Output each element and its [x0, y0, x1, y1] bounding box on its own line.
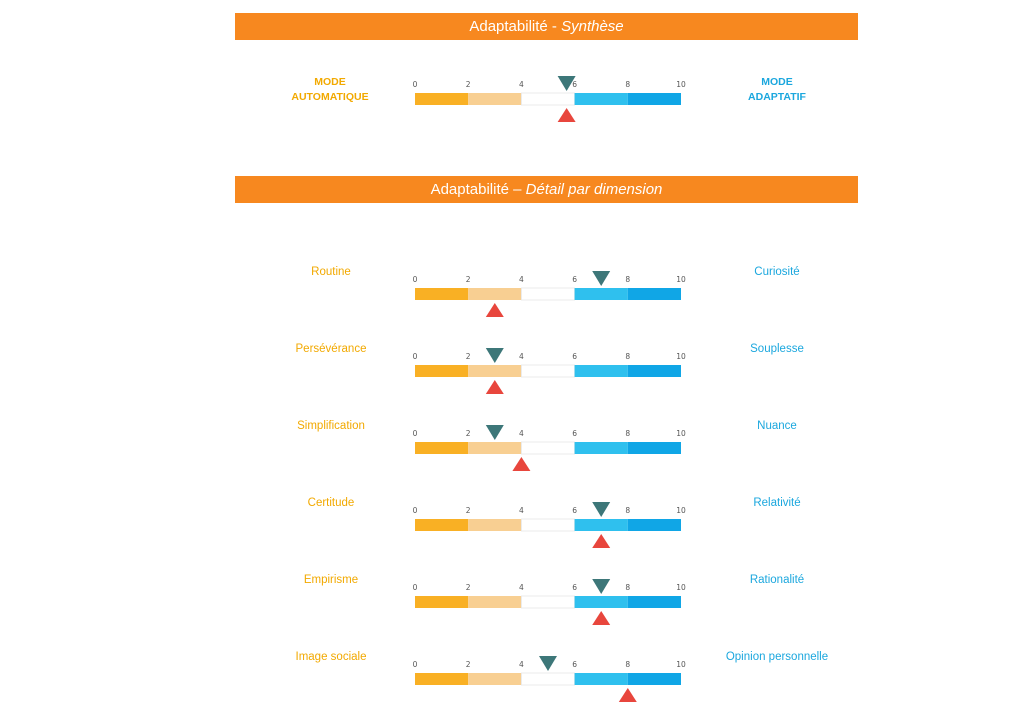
- detail-title: Adaptabilité –: [430, 181, 526, 198]
- dimension-right-label: Relativité: [753, 497, 801, 509]
- tick-label: 2: [465, 660, 471, 669]
- scale-segment: [575, 596, 628, 608]
- bottom-marker: [619, 688, 637, 702]
- tick-label: 6: [572, 275, 577, 284]
- scale-segment: [521, 519, 574, 531]
- scale-segment: [628, 673, 681, 685]
- dimension-right-label: Nuance: [757, 420, 797, 432]
- scale-segment: [575, 442, 628, 454]
- scale-segment: [468, 365, 521, 377]
- tick-label: 0: [412, 429, 418, 438]
- tick-label: 8: [625, 275, 631, 284]
- scale-segment: [468, 288, 521, 300]
- top-marker: [486, 425, 504, 440]
- tick-label: 10: [676, 660, 686, 669]
- tick-label: 8: [625, 352, 631, 361]
- bottom-marker: [592, 611, 610, 625]
- tick-label: 8: [625, 429, 631, 438]
- tick-label: 6: [572, 583, 577, 592]
- scale-segment: [468, 442, 521, 454]
- scale-segment: [468, 673, 521, 685]
- tick-label: 10: [676, 275, 686, 284]
- tick-label: 0: [412, 80, 418, 89]
- dimension-left-label: Simplification: [297, 420, 365, 432]
- tick-label: 6: [572, 429, 577, 438]
- scale-row-1: [405, 265, 695, 325]
- tick-label: 6: [572, 352, 577, 361]
- scale-segment: [415, 288, 468, 300]
- tick-label: 10: [676, 352, 686, 361]
- tick-label: 10: [676, 506, 686, 515]
- scale-segment: [521, 365, 574, 377]
- tick-label: 4: [519, 506, 524, 515]
- scale-segment: [521, 673, 574, 685]
- scale-segment: [628, 365, 681, 377]
- tick-label: 4: [519, 429, 524, 438]
- tick-label: 2: [465, 352, 471, 361]
- summary-title: Adaptabilité -: [469, 18, 562, 35]
- scale-segment: [628, 519, 681, 531]
- tick-label: 4: [519, 275, 524, 284]
- tick-label: 0: [412, 352, 418, 361]
- scale-segment: [628, 442, 681, 454]
- detail-banner: [235, 176, 858, 203]
- top-marker: [592, 579, 610, 594]
- summary-right-label: MODE ADAPTATIF: [748, 76, 806, 103]
- summary-title-emphasis: Synthèse: [561, 18, 624, 35]
- bottom-marker: [512, 457, 530, 471]
- tick-label: 4: [519, 660, 524, 669]
- tick-label: 0: [412, 660, 418, 669]
- scale-segment: [628, 93, 681, 105]
- scale-row-5: [405, 573, 695, 633]
- scale-row-2: [405, 342, 695, 402]
- scale-segment: [521, 442, 574, 454]
- scale-row-3: [405, 419, 695, 479]
- top-marker: [592, 271, 610, 286]
- bottom-marker: [486, 303, 504, 317]
- scale-segment: [468, 596, 521, 608]
- scale-row-4: [405, 496, 695, 556]
- scale-row-6: [405, 650, 695, 710]
- dimension-right-label: Rationalité: [749, 574, 805, 586]
- dimension-left-label: Empirisme: [303, 574, 359, 586]
- dimension-left-label: Certitude: [307, 497, 355, 509]
- tick-label: 2: [465, 506, 471, 515]
- scale-segment: [415, 673, 468, 685]
- tick-label: 0: [412, 506, 418, 515]
- summary-left-label: MODE AUTOMATIQUE: [291, 76, 369, 103]
- scale-segment: [468, 519, 521, 531]
- tick-label: 6: [572, 506, 577, 515]
- tick-label: 10: [676, 80, 686, 89]
- dimension-left-label: Image sociale: [295, 651, 367, 663]
- tick-label: 4: [519, 352, 524, 361]
- scale-segment: [415, 519, 468, 531]
- top-marker: [592, 502, 610, 517]
- top-marker: [486, 348, 504, 363]
- bottom-marker: [486, 380, 504, 394]
- scale-segment: [468, 93, 521, 105]
- scale-segment: [575, 93, 628, 105]
- dimension-right-label: Souplesse: [750, 343, 804, 355]
- bottom-marker: [558, 108, 576, 122]
- tick-label: 8: [625, 506, 631, 515]
- scale-segment: [628, 596, 681, 608]
- top-marker: [539, 656, 557, 671]
- bottom-marker: [592, 534, 610, 548]
- scale-segment: [415, 365, 468, 377]
- scale-segment: [415, 596, 468, 608]
- tick-label: 0: [412, 275, 418, 284]
- tick-label: 10: [676, 583, 686, 592]
- scale-segment: [575, 673, 628, 685]
- scale-segment: [521, 288, 574, 300]
- dimension-left-label: Persévérance: [295, 343, 367, 355]
- tick-label: 10: [676, 429, 686, 438]
- scale-segment: [628, 288, 681, 300]
- tick-label: 4: [519, 583, 524, 592]
- tick-label: 2: [465, 80, 471, 89]
- scale-segment: [521, 93, 574, 105]
- dimension-left-label: Routine: [311, 266, 351, 278]
- tick-label: 8: [625, 660, 631, 669]
- tick-label: 6: [572, 660, 577, 669]
- scale-segment: [415, 93, 468, 105]
- tick-label: 0: [412, 583, 418, 592]
- tick-label: 6: [572, 80, 577, 89]
- scale-segment: [575, 519, 628, 531]
- tick-label: 2: [465, 275, 471, 284]
- detail-title-emphasis: Détail par dimension: [525, 181, 663, 198]
- dimension-right-label: Curiosité: [754, 266, 800, 278]
- tick-label: 8: [625, 80, 631, 89]
- scale-segment: [575, 365, 628, 377]
- scale-segment: [415, 442, 468, 454]
- summary-banner: [235, 13, 858, 40]
- tick-label: 2: [465, 429, 471, 438]
- scale-row-0: [405, 70, 695, 130]
- tick-label: 2: [465, 583, 471, 592]
- scale-segment: [521, 596, 574, 608]
- tick-label: 4: [519, 80, 524, 89]
- scale-segment: [575, 288, 628, 300]
- tick-label: 8: [625, 583, 631, 592]
- dimension-right-label: Opinion personnelle: [725, 651, 829, 663]
